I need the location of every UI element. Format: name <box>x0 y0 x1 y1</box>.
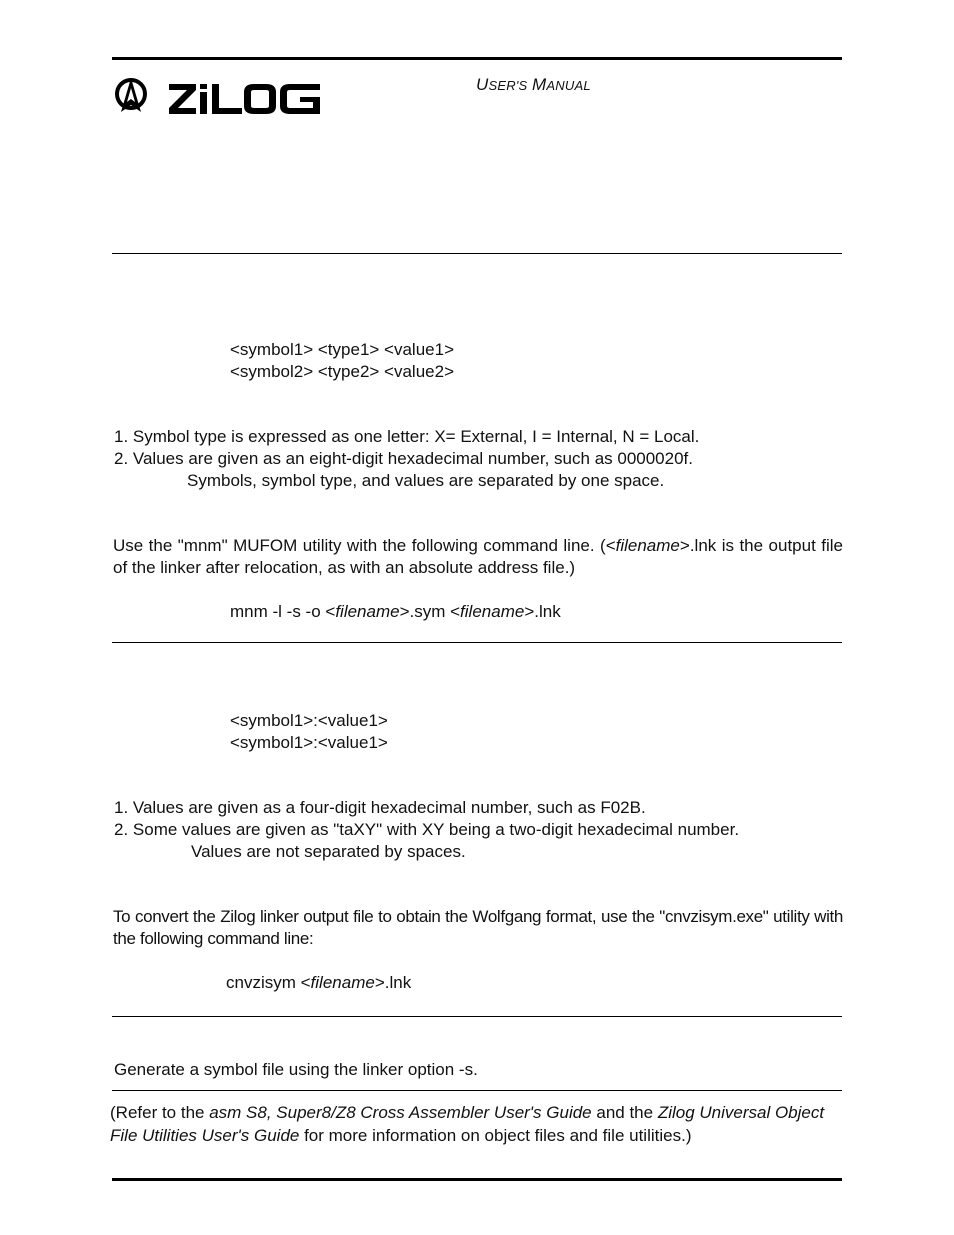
reference-note: (Refer to the asm S8, Super8/Z8 Cross Assembler User's Guide and the Zilog Universal Object File Utilities User's Guide for more information on object files and file utilities.) <box>110 1103 825 1145</box>
cnvzisym-paragraph: To convert the Zilog linker output file to obtain the Wolfgang format, use the "cnvzisym.exe" utility with the following command line: <box>113 907 843 948</box>
zilog-logo <box>114 72 324 120</box>
format-line: <symbol1>:<value1> <box>230 733 388 752</box>
page-header-title: USER'S MANUAL <box>476 75 591 94</box>
section-rule <box>112 1090 842 1091</box>
bottom-rule <box>112 1178 842 1181</box>
section-rule <box>112 1016 842 1017</box>
note-item: Symbols, symbol type, and values are separated by one space. <box>187 471 665 490</box>
note-item: 1. Symbol type is expressed as one letter: X= External, I = Internal, N = Local. <box>114 427 700 446</box>
mnm-paragraph: Use the "mnm" MUFOM utility with the following command line. (<filename>.lnk is the output file of the linker after relocation, as with an absolute address file.) <box>113 536 843 577</box>
format-line: <symbol1>:<value1> <box>230 711 388 730</box>
cnvzisym-command: cnvzisym <filename>.lnk <box>226 973 412 992</box>
note-item: 2. Values are given as an eight-digit hexadecimal number, such as 0000020f. <box>114 449 693 468</box>
symbol-file-note: Generate a symbol file using the linker option -s. <box>114 1060 478 1079</box>
format-line: <symbol2> <type2> <value2> <box>230 362 454 381</box>
top-rule <box>112 57 842 60</box>
section-rule <box>112 253 842 254</box>
note-item: 2. Some values are given as "taXY" with XY being a two-digit hexadecimal number. <box>114 820 740 839</box>
note-item: Values are not separated by spaces. <box>191 842 466 861</box>
section-rule <box>112 642 842 643</box>
note-item: 1. Values are given as a four-digit hexadecimal number, such as F02B. <box>114 798 646 817</box>
zilog-logo-icon <box>114 72 324 120</box>
format-line: <symbol1> <type1> <value1> <box>230 340 454 359</box>
mnm-command: mnm -l -s -o <filename>.sym <filename>.lnk <box>230 602 561 621</box>
